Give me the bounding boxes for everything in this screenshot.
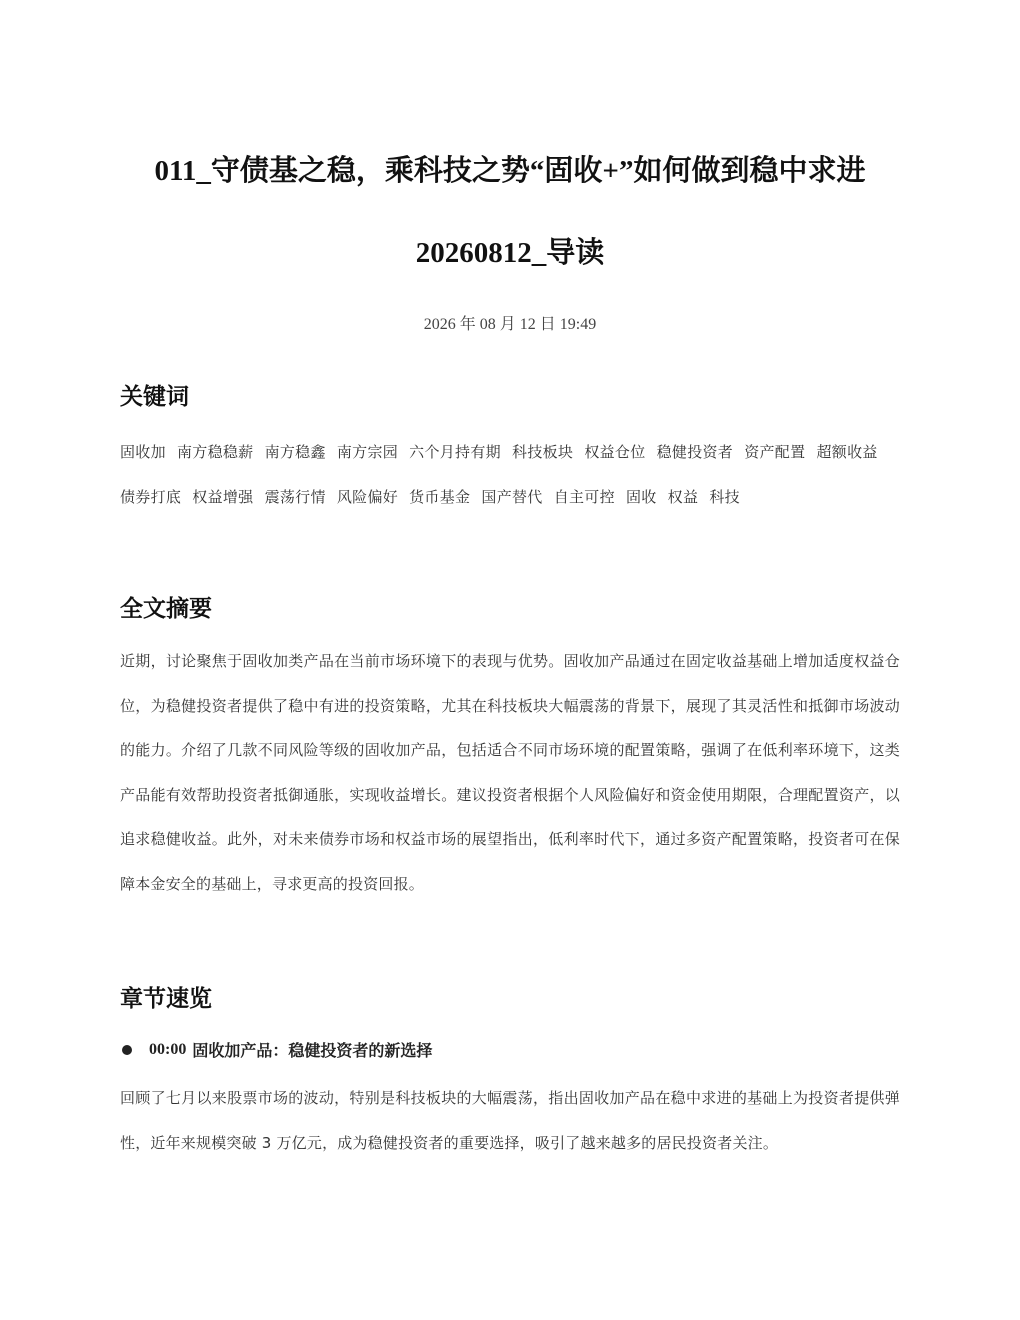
- keyword-item: 南方宗园: [336, 443, 399, 461]
- keyword-item: 自主可控: [553, 488, 615, 506]
- keyword-item: 权益: [667, 488, 699, 506]
- keyword-item: 权益增强: [192, 488, 254, 506]
- keyword-item: 债券打底: [120, 488, 182, 506]
- keyword-item: 权益仓位: [584, 443, 646, 461]
- chapters-heading: 章节速览: [120, 986, 212, 1012]
- keyword-item: 南方稳鑫: [264, 443, 326, 461]
- keyword-item: 国产替代: [481, 488, 543, 506]
- keywords-list: [120, 430, 900, 520]
- keyword-item: 六个月持有期: [409, 443, 501, 461]
- document-title-line-2: 20260812_导读: [415, 237, 605, 269]
- keyword-item: 风险偏好: [336, 488, 399, 506]
- keyword-item: 稳健投资者: [656, 443, 734, 461]
- keyword-item: 南方稳稳薪: [176, 443, 254, 461]
- keyword-item: 科技板块: [512, 443, 574, 461]
- summary-paragraph: 近期，讨论聚焦于固收加类产品在当前市场环境下的表现与优势。固收加产品通过在固定收益基础上增加适度权益仓位，为稳健投资者提供了稳中有进的投资策略，尤其在科技板块大幅震荡的背景下，展现了其灵活性和抵御市场波动的能力。介绍了几款不同风险等级的固收加产品，包括适合不同市场环境的配置策略，强调了在低利率环境下，这类产品能有效帮助投资者抵御通胀，实现收益增长。建议投资者根据个人风险偏好和资金使用期限，合理配置资产，以追求稳健收益。此外，对未来债券市场和权益市场的展望指出，低利率时代下，通过多资产配置策略，投资者可在保障本金安全的基础上，寻求更高的投资回报。: [120, 652, 900, 893]
- keyword-item: 科技: [709, 488, 740, 506]
- keyword-item: 震荡行情: [264, 488, 326, 506]
- document-datetime: 2026 年 08 月 12 日 19:49: [423, 316, 597, 333]
- keyword-item: 货币基金: [409, 488, 471, 506]
- keyword-item: 固收: [625, 488, 657, 506]
- chapter-item: [120, 1038, 900, 1061]
- summary-heading: 全文摘要: [120, 596, 212, 622]
- chapter-timestamp: 00:00: [149, 1040, 187, 1058]
- bullet-icon: [122, 1045, 132, 1055]
- document-title-line-1: 011_守债基之稳，乘科技之势“固收+”如何做到稳中求进: [154, 155, 866, 187]
- keywords-heading: 关键词: [120, 384, 189, 410]
- chapter-title: 固收加产品：稳健投资者的新选择: [192, 1041, 433, 1060]
- keyword-item: 资产配置: [744, 443, 806, 461]
- keyword-item: 固收加: [120, 443, 166, 461]
- chapter-description: 回顾了七月以来股票市场的波动，特别是科技板块的大幅震荡，指出固收加产品在稳中求进的基础上为投资者提供弹性，近年来规模突破 3 万亿元，成为稳健投资者的重要选择，吸引了越来越多的居民投资者关注。: [120, 1089, 900, 1152]
- keyword-item: 超额收益: [816, 443, 878, 461]
